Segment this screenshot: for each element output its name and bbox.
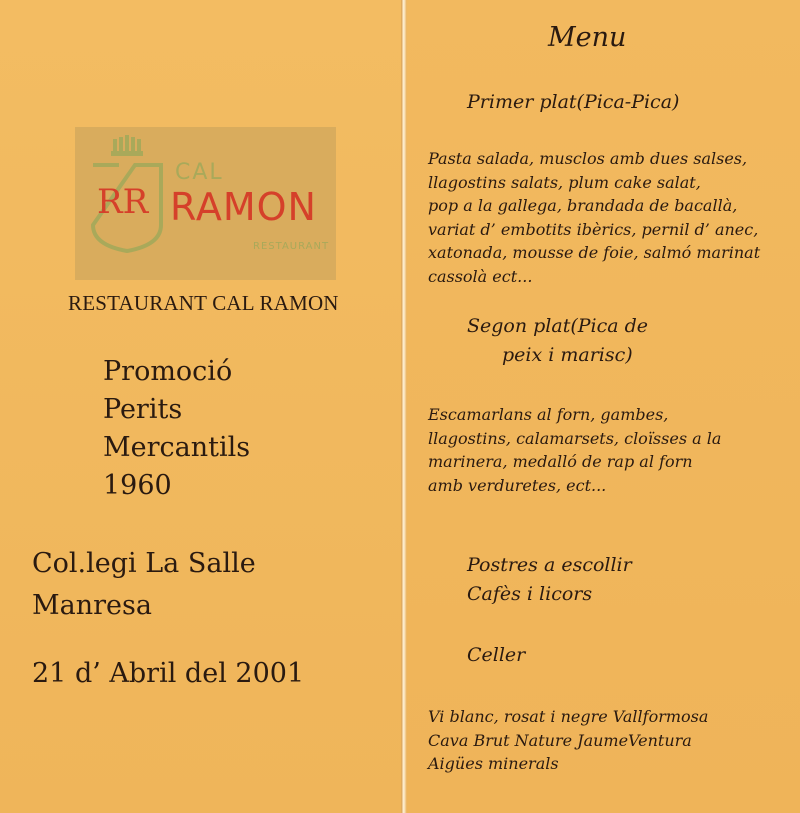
desc-line: pop a la gallega, brandada de bacallà,	[428, 196, 738, 215]
restaurant-title: RESTAURANT CAL RAMON	[68, 291, 339, 315]
wine-line: Vi blanc, rosat i negre Vallformosa	[428, 707, 709, 726]
promo-line: Perits	[103, 394, 183, 425]
desc-line: Escamarlans al forn, gambes,	[428, 405, 669, 424]
celler-title: Celler	[467, 644, 526, 666]
desc-line: xatonada, mousse de foie, salmó marinat	[428, 243, 761, 262]
restaurant-logo	[75, 127, 336, 280]
dessert-block	[467, 551, 632, 609]
dessert-line: Postres a escollir	[467, 554, 632, 576]
event-date: 21 d’ Abril del 2001	[32, 658, 305, 689]
wine-line: Aigües minerals	[428, 754, 559, 773]
desc-line: amb verduretes, ect...	[428, 475, 607, 495]
desc-line: Pasta salada, musclos amb dues salses,	[428, 149, 748, 168]
promo-line: Mercantils	[103, 432, 251, 463]
wine-line: Cava Brut Nature JaumeVentura	[428, 730, 692, 750]
logo-ramon: RAMON	[170, 185, 317, 229]
promo-block	[103, 353, 250, 505]
school-block	[32, 543, 256, 627]
dessert-line: Cafès i licors	[467, 583, 593, 605]
desc-line: marinera, medalló de rap al forn	[428, 452, 693, 471]
course-title-line: Segon plat(Pica de	[467, 315, 649, 337]
second-course-description	[428, 403, 721, 497]
desc-line: variat d’ embotits ibèrics, pernil d’ anec,	[428, 219, 759, 239]
second-course-title	[467, 312, 648, 370]
course-title-line: peix i marisc)	[502, 344, 633, 366]
logo-monogram: RR	[97, 182, 149, 222]
desc-line: cassolà ect...	[428, 266, 533, 286]
wine-list	[428, 705, 708, 776]
school-line: Manresa	[32, 590, 152, 621]
desc-line: llagostins, calamarsets, cloïsses a la	[428, 428, 722, 448]
course-title-line: Primer plat(Pica-Pica)	[467, 91, 680, 113]
promo-line: 1960	[103, 470, 172, 501]
menu-title: Menu	[548, 22, 627, 53]
promo-line: Promoció	[103, 356, 233, 387]
desc-line: llagostins salats, plum cake salat,	[428, 172, 701, 192]
first-course-title	[467, 88, 679, 117]
logo-cal: CAL	[175, 160, 224, 185]
school-line: Col.legi La Salle	[32, 548, 256, 579]
first-course-description	[428, 147, 760, 288]
logo-restaurant: RESTAURANT	[253, 241, 330, 252]
